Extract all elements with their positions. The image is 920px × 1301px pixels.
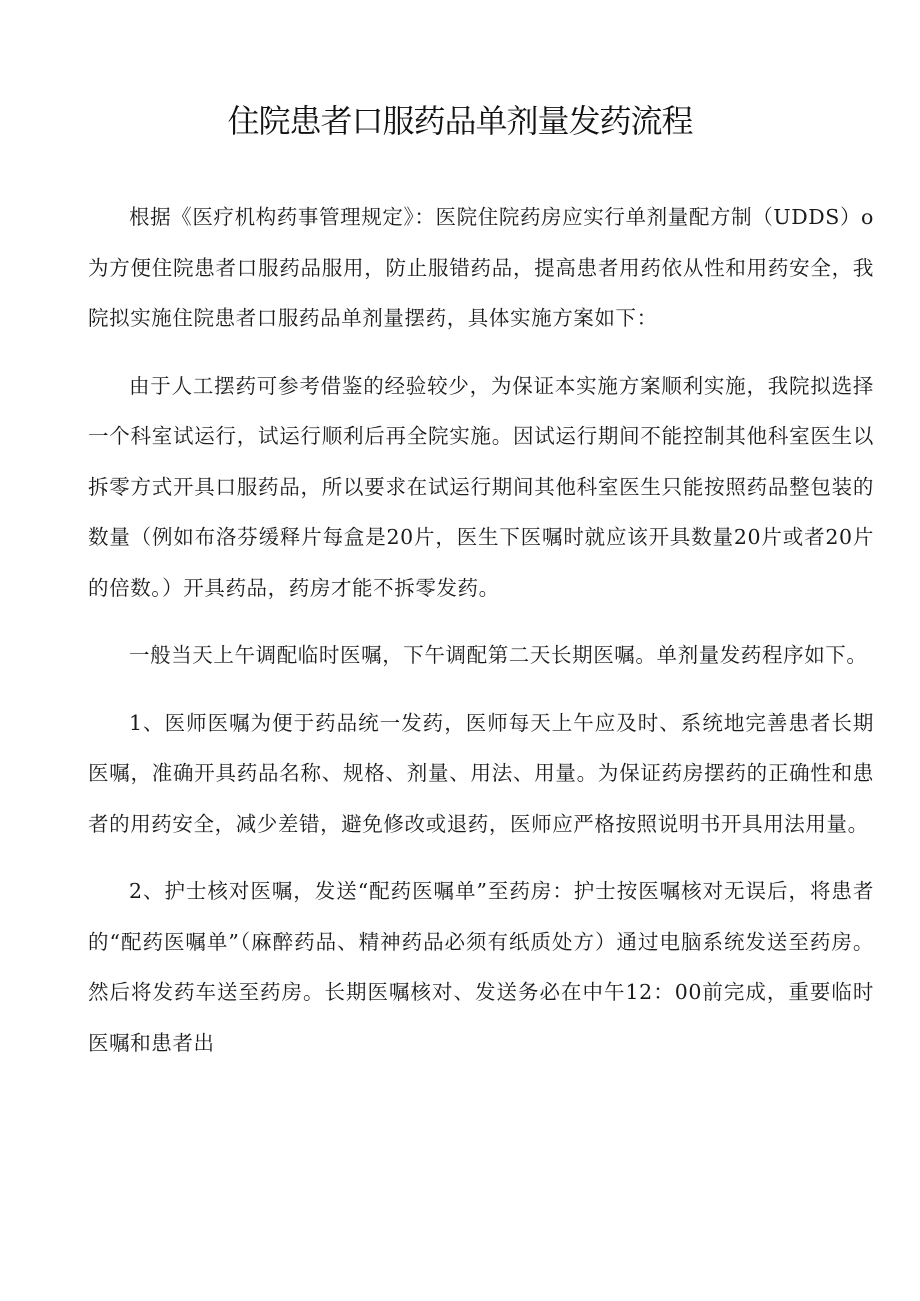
document-body — [88, 192, 874, 1068]
paragraph-step-2-nurse-verification: 2、护士核对医嘱，发送“配药医嘱单”至药房：护士按医嘱核对无误后，将患者的“配药医嘱单”（麻醉药品、精神药品必须有纸质处方）通过电脑系统发送至药房。然后将发药车送至药房。长期医嘱核对、发送务必在中午12：00前完成，重要临时医嘱和患者出 — [88, 879, 874, 1055]
paragraph-schedule: 一般当天上午调配临时医嘱，下午调配第二天长期医嘱。单剂量发药程序如下。 — [129, 643, 868, 667]
paragraph-step-1-physician-orders: 1、医师医嘱为便于药品统一发药，医师每天上午应及时、系统地完善患者长期医嘱，准确开具药品名称、规格、剂量、用法、用量。为保证药房摆药的正确性和患者的用药安全，减少差错，避免修改或退药，医师应严格按照说明书开具用法用量。 — [88, 710, 874, 836]
paragraph-intro: 根据《医疗机构药事管理规定》：医院住院药房应实行单剂量配方制（UDDS）o为方便住院患者口服药品服用，防止服错药品，提高患者用药依从性和用药安全，我院拟实施住院患者口服药品单剂量摆药，具体实施方案如下： — [88, 205, 874, 330]
paragraph-trial-run: 由于人工摆药可参考借鉴的经验较少，为保证本实施方案顺利实施，我院拟选择一个科室试运行，试运行顺利后再全院实施。因试运行期间不能控制其他科室医生以拆零方式开具口服药品，所以要求在试运行期间其他科室医生只能按照药品整包装的数量（例如布洛芬缓释片每盒是20片，医生下医嘱时就应该开具数量20片或者20片的倍数。）开具药品，药房才能不拆零发药。 — [88, 373, 874, 600]
document-title: 住院患者口服药品单剂量发药流程 — [227, 102, 693, 140]
